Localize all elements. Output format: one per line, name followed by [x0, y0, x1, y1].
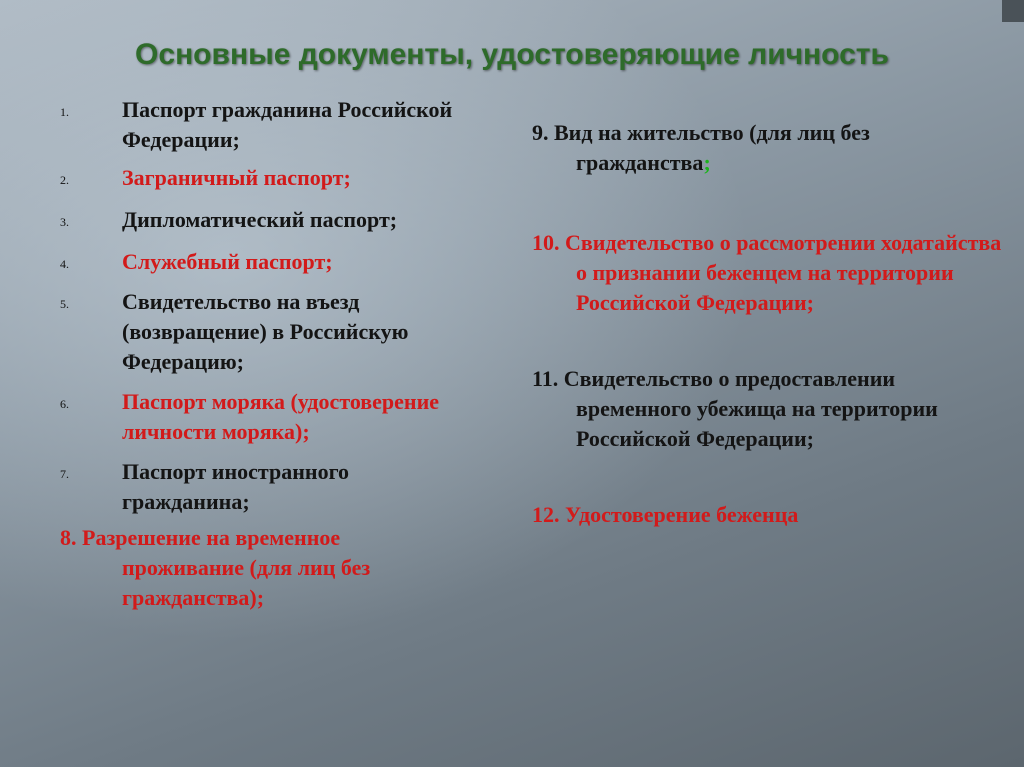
item-text: Паспорт иностранного гражданина; [122, 459, 350, 514]
item-9-text: 9. Вид на жительство (для лиц без гражданства [532, 120, 870, 175]
item-number: 7. [60, 467, 69, 481]
list-item [60, 387, 462, 447]
item-text: Служебный паспорт; [122, 249, 333, 274]
item-number: 1. [60, 105, 69, 119]
list-item [60, 95, 500, 155]
list-item-8: 8. Разрешение на временное проживание (для лиц без гражданства); [60, 525, 371, 610]
list-item [60, 247, 500, 277]
item-text: Дипломатический паспорт; [122, 207, 398, 232]
list-item-11: 11. Свидетельство о предоставлении временного убежища на территории Российской Федерации; [532, 366, 938, 451]
item-text: Паспорт гражданина Российской Федерации; [122, 97, 453, 152]
right-column [532, 118, 1002, 530]
item-number: 4. [60, 257, 69, 271]
list-item-10: 10. Свидетельство о рассмотрении ходатайства о признании беженцем на территории Российской Федерации; [532, 230, 1002, 315]
item-text: Свидетельство на въезд (возвращение) в Российскую Федерацию; [122, 289, 409, 374]
item-text: Заграничный паспорт; [122, 165, 351, 190]
item-text: Паспорт моряка (удостоверение личности моряка); [122, 389, 440, 444]
item-number: 6. [60, 397, 69, 411]
list-item-12: 12. Удостоверение беженца [532, 502, 799, 527]
item-number: 2. [60, 173, 69, 187]
list-item [60, 205, 500, 235]
corner-decoration [1002, 0, 1024, 22]
slide-title: Основные документы, удостоверяющие личность [135, 38, 889, 71]
left-column [60, 95, 500, 613]
list-item [60, 163, 500, 193]
list-item [60, 457, 422, 517]
item-number: 5. [60, 297, 69, 311]
item-9-punctuation: ; [703, 150, 711, 175]
item-number: 3. [60, 215, 69, 229]
list-item [60, 287, 502, 377]
list-item-9 [532, 118, 976, 178]
